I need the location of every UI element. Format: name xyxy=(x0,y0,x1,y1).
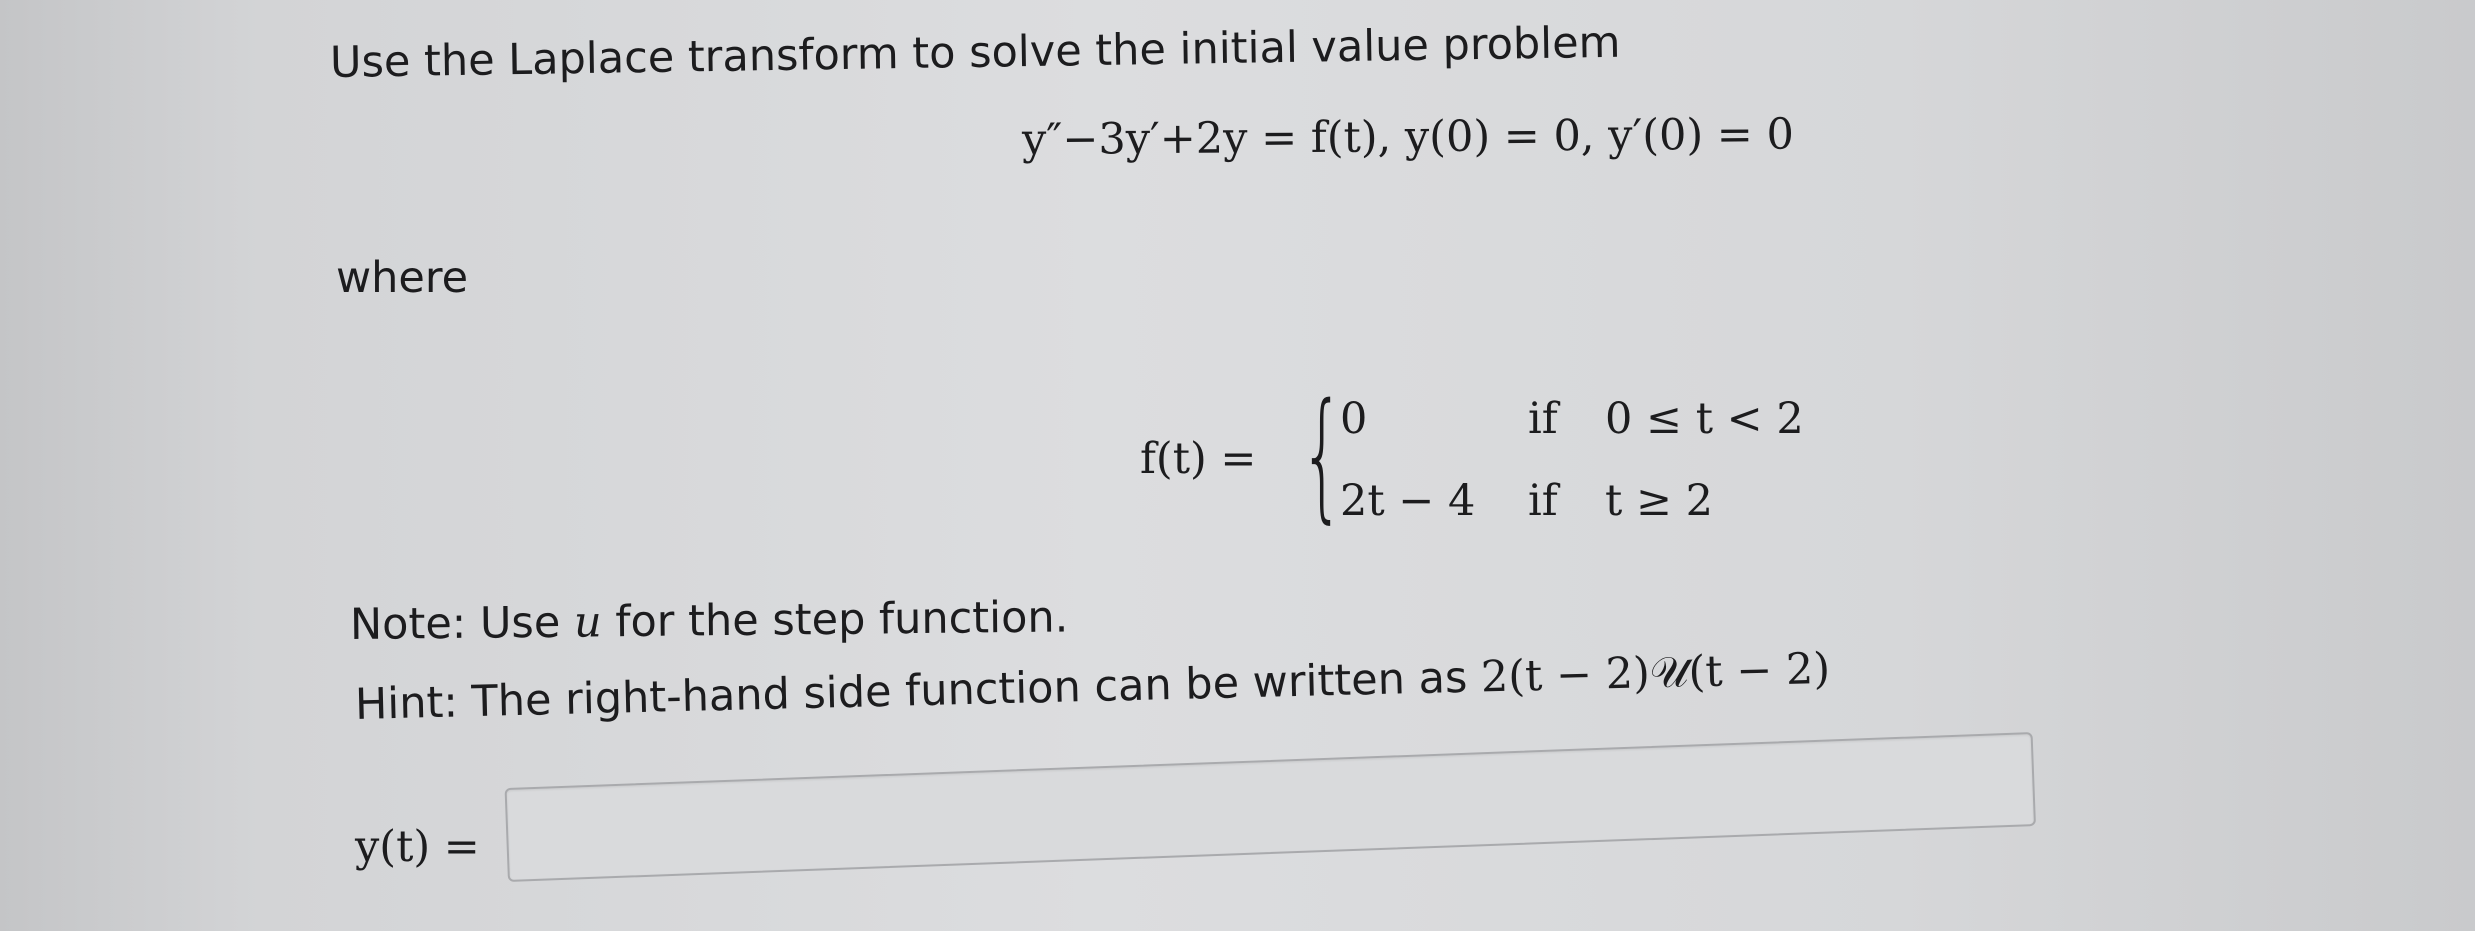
piecewise-brace: { xyxy=(1300,374,1345,537)
note-prefix: Note: Use xyxy=(349,597,575,650)
answer-input[interactable] xyxy=(505,732,2036,882)
case-1-if: if xyxy=(1528,394,1558,444)
where-label: where xyxy=(336,253,469,303)
answer-label: y(t) = xyxy=(355,822,480,872)
case-1-value: 0 xyxy=(1340,394,1368,444)
note-suffix: for the step function. xyxy=(601,592,1069,648)
piecewise-lhs: f(t) = xyxy=(1140,434,1257,484)
case-2-condition: t ≥ 2 xyxy=(1605,476,1714,526)
hint-text xyxy=(354,644,1830,730)
case-2-if: if xyxy=(1528,476,1558,526)
case-2-value: 2t − 4 xyxy=(1340,476,1476,526)
hint-expression: 2(t − 2)𝒰(t − 2) xyxy=(1480,643,1831,703)
ode-equation: y″−3y′+2y = f(t), y(0) = 0, y′(0) = 0 xyxy=(1021,109,1795,165)
problem-intro: Use the Laplace transform to solve the initial value problem xyxy=(329,17,1621,88)
note-text xyxy=(350,592,1069,650)
hint-label: Hint: The right-hand side function can be written as xyxy=(354,652,1482,730)
note-symbol: u xyxy=(573,597,602,648)
case-1-condition: 0 ≤ t < 2 xyxy=(1605,394,1804,444)
